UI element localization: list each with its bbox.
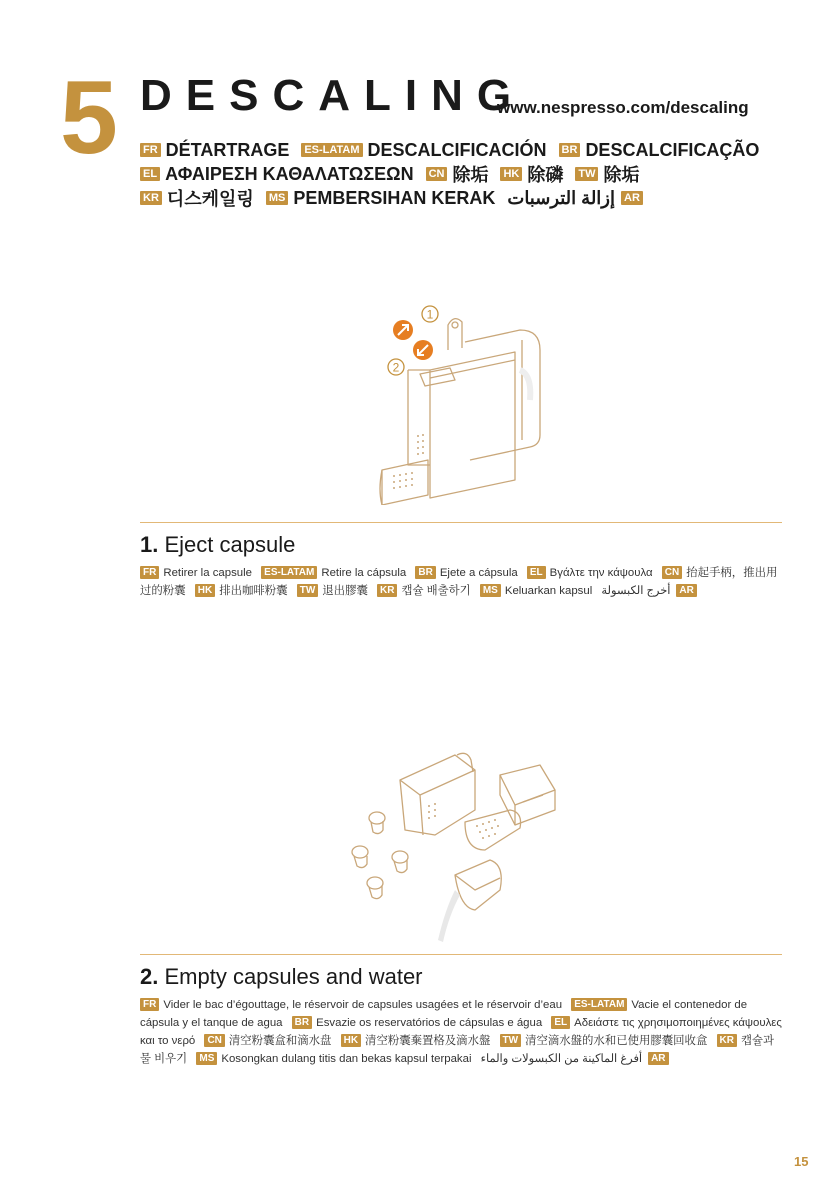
translation-text: DESCALCIFICACIÓN <box>367 139 547 160</box>
lang-tag: EL <box>527 566 546 579</box>
lang-tag: MS <box>196 1052 217 1065</box>
eject-capsule-illustration <box>370 300 550 505</box>
lang-tag: MS <box>266 191 289 205</box>
lang-tag: EL <box>140 167 160 181</box>
translation-text: 除垢 <box>452 165 489 185</box>
lang-tag: KR <box>140 191 162 205</box>
lang-tag: AR <box>648 1052 668 1065</box>
step2-text: 清空粉囊盒和滴水盘 <box>228 1035 332 1047</box>
callout-1: 1 <box>426 307 434 322</box>
translation-line <box>140 162 800 186</box>
translation-line <box>140 138 800 162</box>
lang-tag: BR <box>415 566 435 579</box>
step1-divider <box>140 522 782 523</box>
step1-text: Βγάλτε την κάψουλα <box>549 567 653 579</box>
step2-text-arabic: أفرغ الماكينة من الكبسولات والماء <box>480 1053 643 1065</box>
step2-translations <box>140 996 785 1068</box>
step1-title <box>140 532 295 558</box>
lang-tag: ES-LATAM <box>261 566 317 579</box>
translation-line <box>140 186 800 210</box>
step1-text: Ejete a cápsula <box>439 567 518 579</box>
callout-2: 2 <box>392 360 400 375</box>
translation-text: DESCALCIFICAÇÃO <box>585 139 760 160</box>
lang-tag: BR <box>559 143 581 157</box>
step2-text: 清空滴水盤的水和已使用膠囊回收盒 <box>525 1035 708 1047</box>
step2-title <box>140 964 423 990</box>
translation-text-arabic: إزالة الترسبات <box>507 187 615 208</box>
section-number: 5 <box>60 60 118 176</box>
lang-tag: TW <box>500 1034 522 1047</box>
lang-tag: CN <box>204 1034 224 1047</box>
lang-tag: BR <box>292 1016 312 1029</box>
section-title: DESCALING <box>140 71 526 120</box>
lang-tag: CN <box>662 566 682 579</box>
lang-tag: FR <box>140 998 159 1011</box>
step1-number: 1. <box>140 532 159 557</box>
translation-text: 디스케일링 <box>166 189 254 209</box>
step1-title-text: Eject capsule <box>164 532 296 557</box>
step1-translations <box>140 564 785 600</box>
lang-tag: FR <box>140 566 159 579</box>
lang-tag: MS <box>480 584 501 597</box>
lang-tag: CN <box>426 167 448 181</box>
translation-text: 除磷 <box>527 165 564 185</box>
lang-tag: FR <box>140 143 161 157</box>
lang-tag: HK <box>195 584 215 597</box>
step2-divider <box>140 954 782 955</box>
step2-text: Vider le bac d’égouttage, le réservoir de capsules usagées et le réservoir d’eau <box>163 999 563 1011</box>
step1-text: 캡슐 배출하기 <box>401 585 471 597</box>
lang-tag: HK <box>341 1034 361 1047</box>
page-number: 15 <box>794 1154 809 1169</box>
empty-capsules-illustration <box>345 750 565 945</box>
lang-tag: TW <box>575 167 598 181</box>
lang-tag: HK <box>500 167 522 181</box>
translation-text: 除垢 <box>603 165 640 185</box>
title-translations <box>140 138 800 210</box>
lang-tag: ES-LATAM <box>301 143 362 157</box>
step1-text: Keluarkan kapsul <box>504 585 593 597</box>
lang-tag: TW <box>297 584 319 597</box>
step2-text: Kosongkan dulang titis dan bekas kapsul terpakai <box>221 1053 472 1065</box>
step2-title-text: Empty capsules and water <box>164 964 423 989</box>
step2-number: 2. <box>140 964 159 989</box>
descaling-url-link[interactable]: www.nespresso.com/descaling <box>497 98 749 117</box>
lang-tag: AR <box>676 584 696 597</box>
step2-text: Vacie el contenedor de cápsula y el tanque de agua <box>140 999 748 1029</box>
lang-tag: KR <box>717 1034 737 1047</box>
step1-text: Retire la cápsula <box>321 567 407 579</box>
step1-text-arabic: أخرج الكبسولة <box>601 585 671 597</box>
step1-text: 退出膠囊 <box>322 585 368 597</box>
step2-text: Αδειάστε τις χρησιμοποιημένες κάψουλες και το νερό <box>140 1017 782 1047</box>
step2-text: 清空粉囊棄置格及滴水盤 <box>365 1035 491 1047</box>
translation-text: ΑΦΑΙΡΕΣΗ ΚΑΘΑΛΑΤΩΣΕΩΝ <box>165 163 414 184</box>
translation-text: PEMBERSIHAN KERAK <box>293 187 496 208</box>
step2-text: Esvazie os reservatórios de cápsulas e água <box>316 1017 543 1029</box>
lang-tag: EL <box>551 1016 570 1029</box>
step1-text: Retirer la capsule <box>163 567 252 579</box>
step1-text: 抬起手柄，推出用过的粉囊 <box>140 567 778 597</box>
translation-text: DÉTARTRAGE <box>165 139 290 160</box>
lang-tag: KR <box>377 584 397 597</box>
lang-tag: ES-LATAM <box>571 998 627 1011</box>
step2-text: 캡슐과 물 비우기 <box>140 1035 774 1065</box>
step1-text: 排出咖啡粉囊 <box>219 585 288 597</box>
lang-tag: AR <box>621 191 643 205</box>
